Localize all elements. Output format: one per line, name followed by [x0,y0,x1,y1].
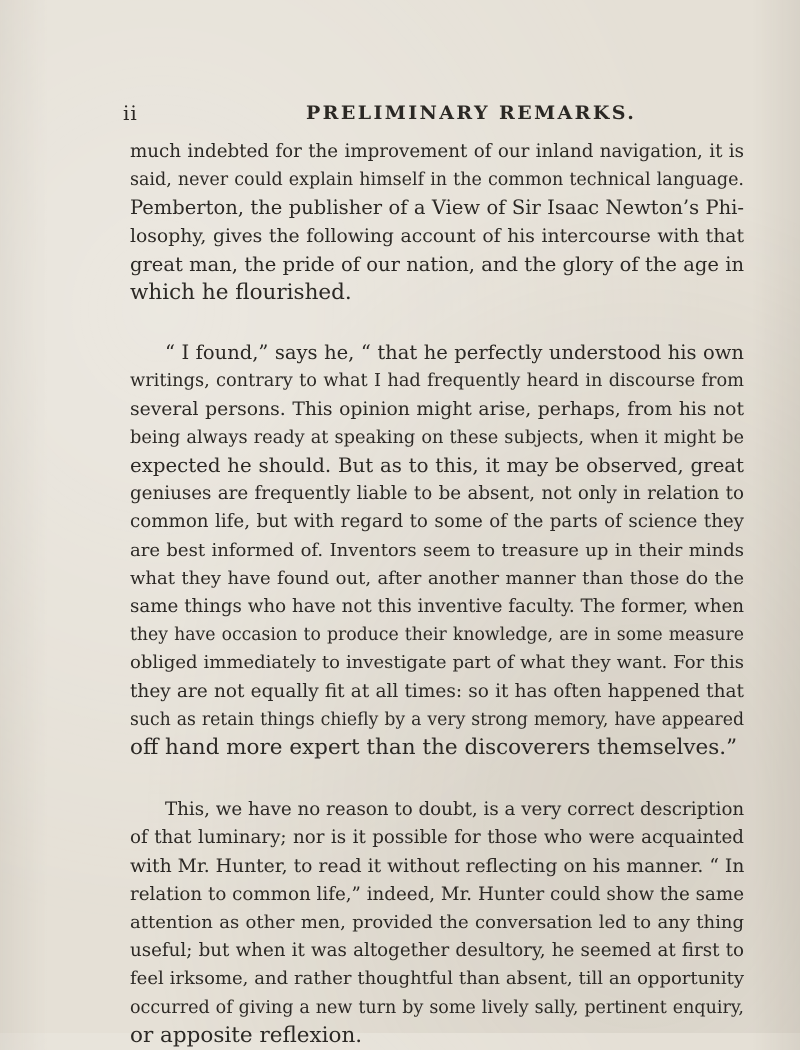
text-line: several persons. This opinion might arise, perhaps, from his not [130,398,744,420]
text-line: are best informed of. Inventors seem to treasure up in their minds [130,539,744,561]
text-line: what they have found out, after another manner than those do the [130,567,744,589]
paragraph-spacer [130,762,744,796]
text-line: occurred of giving a new turn by some lively sally, pertinent enquiry, [130,997,744,1018]
text-line: great man, the pride of our nation, and the glory of the age in [130,252,744,276]
text-line: of that luminary; nor is it possible for those who were acquainted [130,827,744,849]
text-line: which he flourished. [130,280,352,306]
text-line: obliged immediately to investigate part of what they want. For this [130,652,744,674]
body-text [130,138,744,1050]
paragraph-3 [130,796,744,1050]
paragraph-2 [130,339,744,762]
running-head [123,101,723,131]
text-line: This, we have no reason to doubt, is a very correct description [165,799,745,821]
text-line: losophy, gives the following account of his intercourse with that [130,225,744,247]
text-line: they are not equally fit at all times: so it has often happened that [130,680,744,702]
text-line: “ I found,” says he, “ that he perfectly understood his own [165,341,744,365]
running-head-title: PRELIMINARY REMARKS. [306,102,637,124]
text-line: geniuses are frequently liable to be absent, not only in relation to [130,483,744,505]
text-line: useful; but when it was altogether desultory, he seemed at first to [130,940,744,962]
text-line: with Mr. Hunter, to read it without reflecting on his manner. “ In [130,855,745,877]
text-line: being always ready at speaking on these subjects, when it might be [130,427,744,448]
text-line: much indebted for the improvement of our inland navigation, it is [130,141,744,162]
text-line: such as retain things chiefly by a very strong memory, have appeared [130,709,744,730]
paragraph-spacer [130,307,744,339]
text-line: off hand more expert than the discoverers themselves.” [130,735,738,761]
text-line: expected he should. But as to this, it may be observed, great [130,454,744,478]
text-line: said, never could explain himself in the common technical language. [130,170,744,191]
text-line: attention as other men, provided the conversation led to any thing [130,912,744,934]
text-line: relation to common life,” indeed, Mr. Hunter could show the same [130,883,744,905]
paragraph-1 [130,138,744,307]
text-line: same things who have not this inventive faculty. The former, when [130,596,744,618]
text-line: Pemberton, the publisher of a View of Sir Isaac Newton’s Phi- [130,196,744,220]
text-line: writings, contrary to what I had frequently heard in discourse from [130,371,744,392]
text-line: they have occasion to produce their knowledge, are in some measure [130,625,744,646]
text-line: feel irksome, and rather thoughtful than absent, till an opportunity [130,968,744,990]
text-line: or apposite reflexion. [130,1022,363,1048]
text-line: common life, but with regard to some of the parts of science they [130,511,744,533]
page-number: ii [123,101,138,125]
